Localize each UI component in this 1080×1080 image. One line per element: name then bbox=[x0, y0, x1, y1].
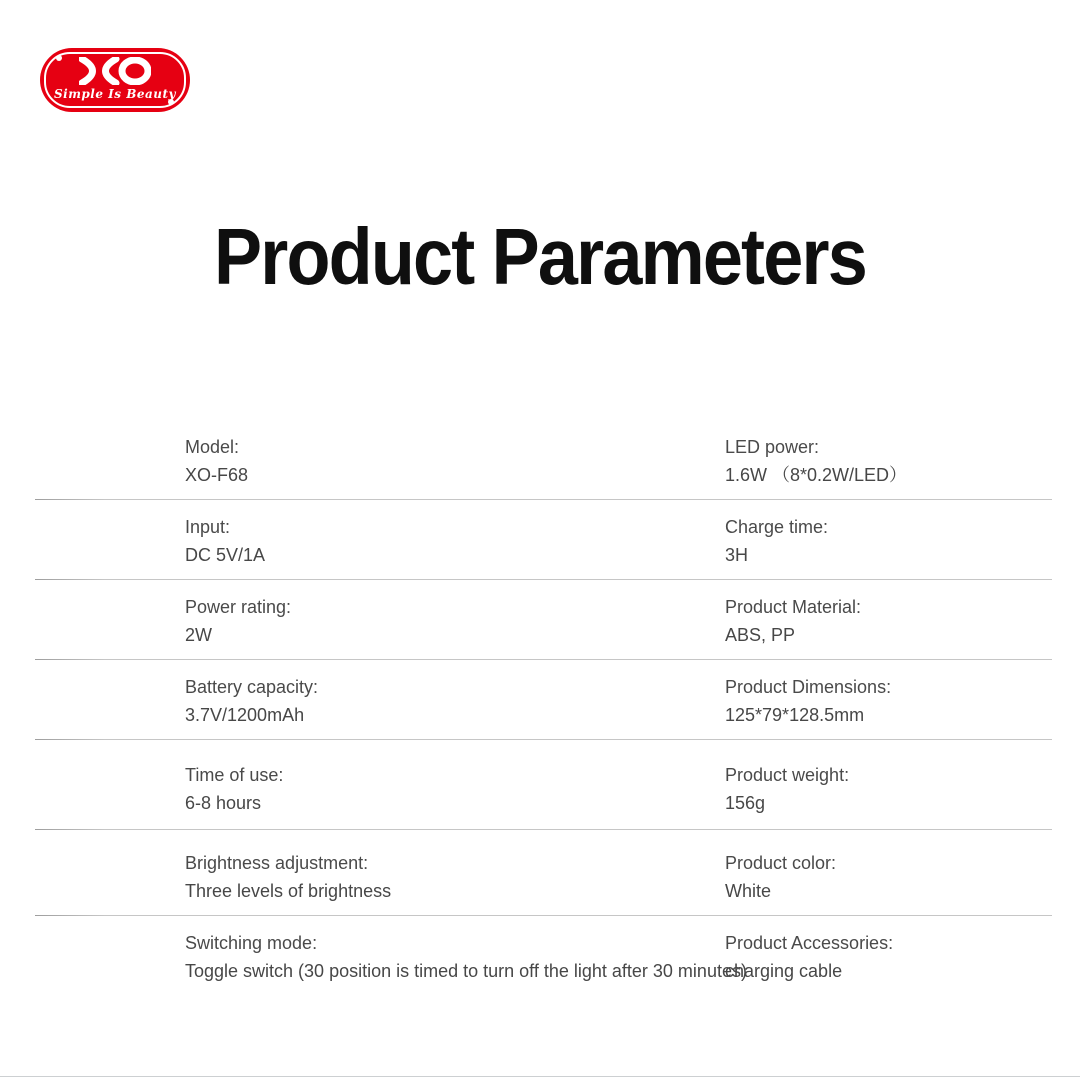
spec-value-charge-time: 3H bbox=[725, 545, 749, 565]
spec-value-color: White bbox=[725, 881, 772, 901]
spec-label-power-rating: Power rating: bbox=[185, 597, 292, 617]
spec-label-input: Input: bbox=[185, 517, 231, 537]
spec-value-material: ABS, PP bbox=[725, 625, 796, 645]
spec-row-battery-dimensions bbox=[35, 660, 1052, 740]
spec-label-switching-mode: Switching mode: bbox=[185, 933, 318, 953]
spec-label-color: Product color: bbox=[725, 853, 837, 873]
spec-value-brightness: Three levels of brightness bbox=[185, 881, 392, 901]
spec-row-timeofuse-weight bbox=[35, 740, 1052, 830]
spec-label-time-of-use: Time of use: bbox=[185, 765, 284, 785]
spec-value-dimensions: 125*79*128.5mm bbox=[725, 705, 865, 725]
spec-row-model-ledpower bbox=[35, 420, 1052, 500]
spec-row-input-chargetime bbox=[35, 500, 1052, 580]
spec-value-power-rating: 2W bbox=[185, 625, 212, 645]
spec-table bbox=[35, 420, 1052, 1016]
spec-label-dimensions: Product Dimensions: bbox=[725, 677, 892, 697]
xo-brand-logo bbox=[40, 48, 190, 112]
spec-label-battery: Battery capacity: bbox=[185, 677, 319, 697]
spec-label-model: Model: bbox=[185, 437, 240, 457]
page-title: Product Parameters bbox=[214, 212, 866, 301]
spec-value-battery: 3.7V/1200mAh bbox=[185, 705, 305, 725]
bottom-edge-divider bbox=[0, 1076, 1080, 1077]
spec-value-time-of-use: 6-8 hours bbox=[185, 793, 262, 813]
spec-label-weight: Product weight: bbox=[725, 765, 850, 785]
spec-value-model: XO-F68 bbox=[185, 465, 249, 485]
spec-label-led-power: LED power: bbox=[725, 437, 820, 457]
spec-value-switching-mode: Toggle switch (30 position is timed to turn off the light after 30 minutes) bbox=[185, 961, 747, 981]
spec-label-brightness: Brightness adjustment: bbox=[185, 853, 369, 873]
spec-value-accessories: charging cable bbox=[725, 961, 843, 981]
spec-value-led-power: 1.6W （8*0.2W/LED） bbox=[725, 465, 908, 485]
spec-row-power-material bbox=[35, 580, 1052, 660]
spec-label-accessories: Product Accessories: bbox=[725, 933, 894, 953]
spec-label-material: Product Material: bbox=[725, 597, 862, 617]
spec-row-brightness-color bbox=[35, 830, 1052, 916]
spec-label-charge-time: Charge time: bbox=[725, 517, 829, 537]
spec-value-weight: 156g bbox=[725, 793, 766, 813]
spec-row-switching-accessories bbox=[35, 916, 1052, 1016]
spec-value-input: DC 5V/1A bbox=[185, 545, 266, 565]
logo-tagline: Simple Is Beauty bbox=[53, 87, 177, 101]
xo-logo-mark-icon bbox=[40, 57, 190, 85]
